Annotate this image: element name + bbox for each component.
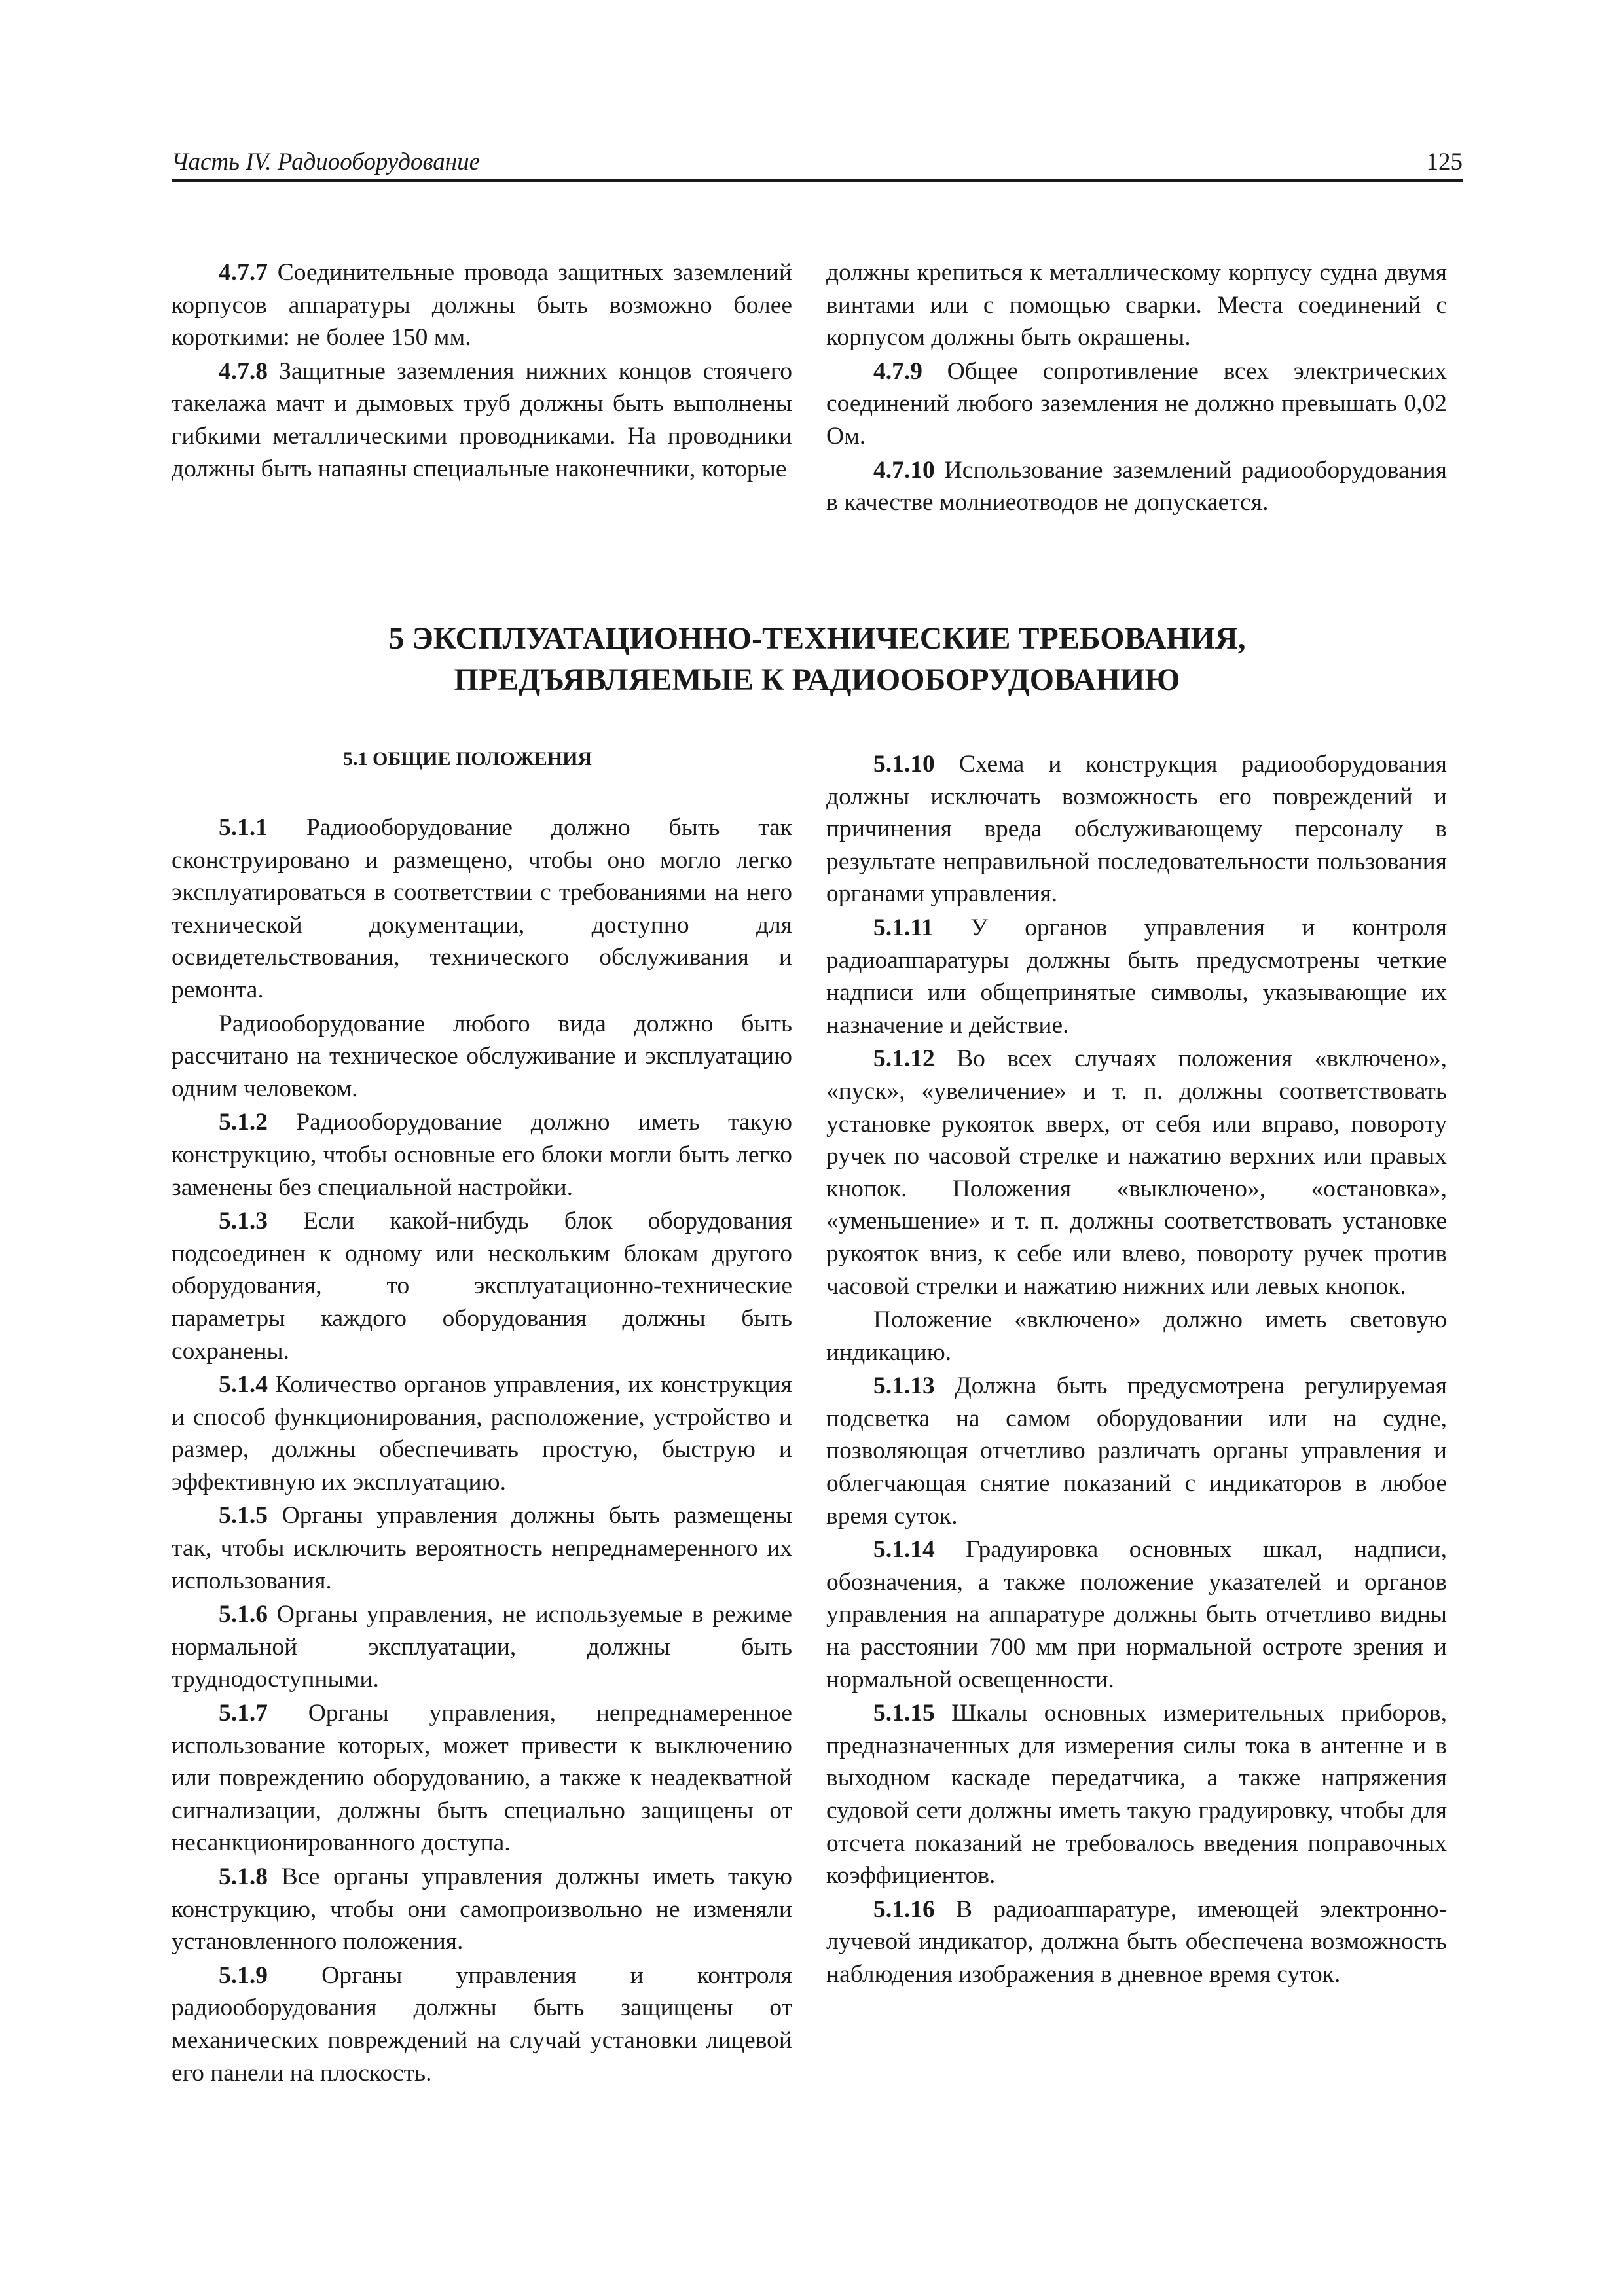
- paragraph-5-1-8: 5.1.8 Все органы управления должны иметь такую конструкцию, чтобы они самопроизвольно не изменяли установленного положения.: [172, 1863, 792, 1956]
- paragraph-5-1-6: 5.1.6 Органы управления, не используемые в режиме нормальной эксплуатации, должны быть труднодоступными.: [172, 1601, 792, 1693]
- main-right-column: [826, 748, 1447, 1992]
- chapter-heading-line1: 5 ЭКСПЛУАТАЦИОННО-ТЕХНИЧЕСКИЕ ТРЕБОВАНИЯ,: [388, 621, 1246, 656]
- paragraph-5-1-12-b: Положение «включено» должно иметь световую индикацию.: [826, 1306, 1447, 1366]
- paragraph-5-1-7: 5.1.7 Органы управления, непреднамеренное использование которых, может привести к выключению или повреждению оборудованию, а также к неадекватной сигнализации, должны быть специально защищены от несанкционированного доступа.: [172, 1700, 792, 1857]
- paragraph-4-7-9: 4.7.9 Общее сопротивление всех электрических соединений любого заземления не должно превышать 0,02 Ом.: [826, 357, 1447, 450]
- page-number: 125: [1426, 149, 1463, 175]
- paragraph-4-7-10: 4.7.10 Использование заземлений радиооборудования в качестве молниеотводов не допускается.: [826, 456, 1447, 516]
- subsection-heading: 5.1 ОБЩИЕ ПОЛОЖЕНИЯ: [343, 748, 593, 770]
- paragraph-5-1-1-b: Радиооборудование любого вида должно быть рассчитано на техническое обслуживание и эксплуатацию одним человеком.: [172, 1010, 792, 1102]
- paragraph-4-7-8-continuation: должны крепиться к металлическому корпусу судна двумя винтами или с помощью сварки. Места соединений с корпусом должны быть окрашены.: [826, 259, 1447, 351]
- paragraph-5-1-10: 5.1.10 Схема и конструкция радиооборудования должны исключать возможность его повреждений и причинения вреда обслуживающему персоналу в результате неправильной последовательности пользования органами управления.: [826, 751, 1447, 908]
- top-right-column: [826, 257, 1447, 520]
- paragraph-5-1-14: 5.1.14 Градуировка основных шкал, надписи, обозначения, а также положение указателей и органов управления на аппаратуре должны быть отчетливо видны на расстоянии 700 мм при нормальной остроте зрения и нормальной освещенности.: [826, 1536, 1447, 1693]
- paragraph-4-7-7: 4.7.7 Соединительные провода защитных заземлений корпусов аппаратуры должны быть возможно более короткими: не более 150 мм.: [172, 259, 792, 351]
- paragraph-5-1-9: 5.1.9 Органы управления и контроля радиооборудования должны быть защищены от механических повреждений на случай установки лицевой его панели на плоскость.: [172, 1962, 792, 2087]
- running-title: Часть IV. Радиооборудование: [172, 149, 481, 175]
- paragraph-4-7-8: 4.7.8 Защитные заземления нижних концов стоячего такелажа мачт и дымовых труб должны быть выполнены гибкими металлическими проводниками. На проводники должны быть напаяны специальные наконечники, которые: [172, 357, 792, 482]
- paragraph-5-1-11: 5.1.11 У органов управления и контроля радиоаппаратуры должны быть предусмотрены четкие надписи или общепринятые символы, указывающие их назначение и действие.: [826, 914, 1447, 1039]
- paragraph-5-1-13: 5.1.13 Должна быть предусмотрена регулируемая подсветка на самом оборудовании или на судне, позволяющая отчетливо различать органы управления и облегчающая снятие показаний с индикаторов в любое время суток.: [826, 1372, 1447, 1530]
- main-left-column: [172, 812, 792, 2090]
- paragraph-5-1-4: 5.1.4 Количество органов управления, их конструкция и способ функционирования, расположение, устройство и размер, должны обеспечивать простую, быструю и эффективную их эксплуатацию.: [172, 1371, 792, 1496]
- paragraph-5-1-5: 5.1.5 Органы управления должны быть размещены так, чтобы исключить вероятность непреднамеренного их использования.: [172, 1502, 792, 1594]
- paragraph-5-1-15: 5.1.15 Шкалы основных измерительных приборов, предназначенных для измерения силы тока в антенне и в выходном каскаде передатчика, а также напряжения судовой сети должны иметь такую градуировку, чтобы для отсчета показаний не требовалось введения поправочных коэффициентов.: [826, 1700, 1447, 1890]
- running-header: [172, 145, 1463, 182]
- paragraph-5-1-2: 5.1.2 Радиооборудование должно иметь такую конструкцию, чтобы основные его блоки могли быть легко заменены без специальной настройки.: [172, 1109, 792, 1201]
- chapter-heading-line2: ПРЕДЪЯВЛЯЕМЫЕ К РАДИООБОРУДОВАНИЮ: [454, 662, 1180, 697]
- top-left-column: [172, 257, 792, 486]
- paragraph-5-1-1: 5.1.1 Радиооборудование должно быть так сконструировано и размещено, чтобы оно могло легко эксплуатироваться в соответствии с требованиями на него технической документации, доступно для освидетельствования, технического обслуживания и ремонта.: [172, 814, 792, 1003]
- paragraph-5-1-3: 5.1.3 Если какой-нибудь блок оборудования подсоединен к одному или нескольким блокам другого оборудования, то эксплуатационно-технические параметры каждого оборудования должны быть сохранены.: [172, 1208, 792, 1365]
- paragraph-5-1-12: 5.1.12 Во всех случаях положения «включено», «пуск», «увеличение» и т. п. должны соответствовать установке рукояток вверх, от себя или вправо, повороту ручек по часовой стрелке и нажатию верхних или правых кнопок. Положения «выключено», «остановка», «уменьшение» и т. п. должны соответствовать установке рукояток вниз, к себе или влево, повороту ручек против часовой стрелки и нажатию нижних или левых кнопок.: [826, 1045, 1447, 1300]
- paragraph-5-1-16: 5.1.16 В радиоаппаратуре, имеющей электронно-лучевой индикатор, должна быть обеспечена возможность наблюдения изображения в дневное время суток.: [826, 1895, 1447, 1988]
- chapter-heading: [172, 618, 1463, 700]
